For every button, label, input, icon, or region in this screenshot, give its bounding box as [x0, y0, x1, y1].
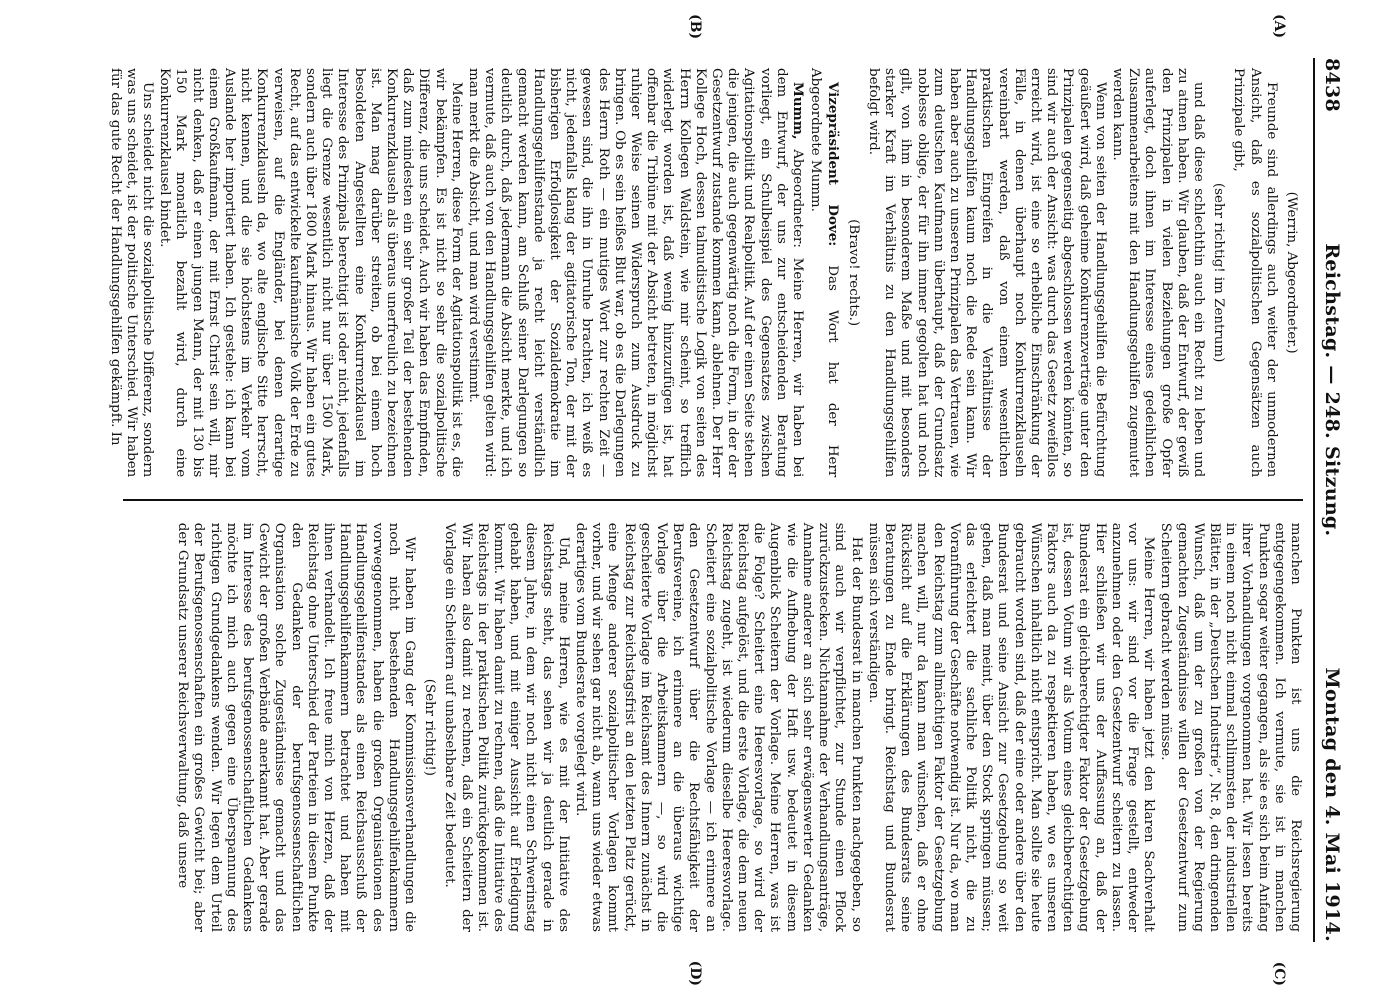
- right-column: [123, 501, 1303, 986]
- paragraph: Uns scheidet nicht die sozialpolitische Differenz, sondern was uns scheidet, ist der politische Unterschied. Wir haben für das gute Recht der Handlungsgehilfen gekämpft. In: [107, 68, 155, 478]
- paragraph: und daß diese schlechthin auch ein Recht zu leben und zu atmen haben. Wir glauben, daß der Entwurf, der gewiß den Prinzipalen in vielen Beziehungen große Opfer auferlegt, doch ihnen im Interesse eines gedeihlichen Zusammenarbeitens mit den Handlungsgehilfen zugemutet werden kann.: [1109, 68, 1206, 478]
- margin-letter-a: (A): [1271, 14, 1287, 39]
- margin-letter-d: (D): [687, 960, 703, 986]
- left-column: [107, 14, 1303, 499]
- text-columns: [107, 14, 1303, 986]
- session-title: Reichstag. — 248. Sitzung.: [1321, 243, 1343, 537]
- margin-letter-c: (C): [1271, 961, 1287, 986]
- paragraph: Meine Herren, diese Form der Agitationspolitik ist es, die wir bekämpfen. Es ist nicht so sehr die sozialpolitische Differenz, die uns scheidet. Auch wir haben das Empfinden, daß zum mindesten ein sehr großer Teil der bestehenden Konkurrenzklauseln als überaus unerfreulich zu bezeichnen ist. Man mag darüber streiten, ob bei einem hoch besoldeten Angestellten eine Konkurrenzklausel im Interesse des Prinzipals berechtigt ist oder nicht, jedenfalls liegt die Grenze wesentlich nicht nur über 1500 Mark, sondern auch über 1800 Mark hinaus. Wir haben ein gutes Recht, auf das entwickelte kaufmännische Volk der Erde zu verweisen, auf die Engländer, bei denen derartige Konkurrenzklauseln da, wo alte englische Sitte herrscht, nicht kennen, und die sie höchstens im Verkehr vom Auslande her importiert haben. Ich gestehe: ich kann bei einem Großkaufmann, der mit Ernst Christ sein will, mir nicht denken, daß er einen jungen Mann, der mit 130 bis 150 Mark monatlich bezahlt wird, durch eine Konkurrenzklausel bindet.: [157, 68, 464, 478]
- speaker-name: Mumm,: [790, 82, 807, 140]
- paragraph: manchen Punkten ist uns die Reichsregierung entgegengekommen. Ich vermute, sie ist in manchen Punkten sogar weiter gegangen, als sie es sich beim Anfang ihrer Vorhandlungen vorgenommen hat. Wir lesen bereits in einem noch nicht einmal schlimmsten der industriellen Blätter, in der „Deutschen Industrie“, Nr. 8, den dringenden Wunsch, daß um der zu großen von der Regierung gemachten Zugeständnisse willen der Gesetzentwurf zum Scheitern gebracht werden müsse.: [1158, 522, 1303, 932]
- paragraph: Und, meine Herren, wie es mit der Initiative des Reichstags steht, das sehen wir ja deutlich gerade in diesem Jahre, in dem wir noch nicht einen Schwerinstag gehabt haben, und mit einiger Aussicht auf Erledigung kommt. Wir haben damit zu rechnen, daß die Initiative des Reichstags in der praktischen Politik zurückgekommen ist. Wir haben also damit zu rechnen, daß ein Scheitern der Vorlage ein Scheitern auf unabsehbare Zeit bedeutet.: [442, 522, 571, 932]
- paragraph: Hat der Bundesrat in manchen Punkten nachgegeben, so sind auch wir verpflichtet, zur Stunde einen Pflock zurückzustecken. Nichtannahme der Verhandlungsanträge, Annahme anderer an sich sehr erwägenswerter Gedanken wie die Aufhebung der Haft usw. bedeutet in diesem Augenblick Scheitern der Vorlage. Meine Herren, was ist die Folge? Scheitert eine Heeresvorlage, so wird der Reichstag aufgelöst, und die erste Vorlage, die dem neuen Reichstag zugeht, ist wiederum dieselbe Heeresvorlage. Scheitert eine sozialpolitische Vorlage — ich erinnere an den Gesetzentwurf über die Rechtsfähigkeit der Berufsvereine, ich erinnere an die überaus wichtige Vorlage über die Arbeitskammern —, so wird die gescheiterte Vorlage im Reichsamt des Innern zunächst in Reichstag zur Reichstagsfrist an den letzten Platz gerückt, eine Menge anderer sozialpolitischer Vorlagen kommt vorher, und wir sehen gar nicht ab, wann uns wieder etwas derartiges vom Bundesrate vorgelegt wird.: [573, 522, 864, 932]
- speaker-name: Vizepräsident Dove:: [824, 82, 841, 247]
- paragraph: Freunde sind allerdings auch weiter der unmodernen Ansicht, daß es sozialpolitischen Gegensätzen auch Prinzipale gibt,: [1231, 68, 1279, 478]
- interjection: (Bravo! rechts.): [845, 219, 861, 327]
- paragraph: [465, 68, 806, 477]
- page-number: 8438: [1321, 58, 1343, 113]
- session-date: Montag den 4. Mai 1914.: [1321, 667, 1343, 942]
- paragraph: Wir haben im Gang der Kommissionsverhandlungen die noch nicht bestehenden Handlungsgehilfenkammern vorweggenommen, haben die großen Organisationen des Handlungsgehilfenstandes als einen Reichsausschuß der Handlungsgehilfenkammern betrachtet und haben mit ihnen verhandelt. Ich freue mich von Herzen, daß der Reichstag ohne Unterschied der Parteien in diesem Punkte den Gedanken der berufsgenossenschaftlichen Organisation solche Zugeständnisse gemacht und das Gewicht der großen Verbände anerkannt hat. Aber gerade im Interesse des berufsgenossenschaftlichen Gedankens möchte ich mich auch gegen eine Überspannung des richtigen Grundgedankens wenden. Wir legen dem Urteil der Berufsgenossenschaften ein großes Gewicht bei; aber der Grundsatz unserer Reichsverwaltung, daß unsere: [175, 522, 418, 932]
- interjection: (Sehr richtig!): [422, 678, 438, 776]
- speech-text: Das Wort hat der Herr Abgeordnete Mumm.: [808, 68, 840, 478]
- paragraph: [807, 68, 840, 477]
- paragraph: Meine Herren, wir haben jetzt den klaren Sachverhalt vor uns: wir sind vor die Frage gestellt, entweder anzunehmen oder den Gesetzentwurf scheitern zu lassen. Hier schließen wir uns der Auffassung an, daß der Bundesrat ein gleichberechtigter Faktor der Gesetzgebung ist, dessen Votum wir als Votum eines gleichberechtigten Faktors auch da zu respektieren haben, wo es unseren Wünschen inhaltlich nicht entspricht. Man sollte sie heute gebraucht worden sind, daß der eine oder andere über den Bundesrat und seine Ansicht zur Gesetzgebung so weit gehen, daß man meint, über den Stock springen müssen; das erleichtert die sachliche Politik nicht, die zu Voranführung der Geschäfte notwendig ist. Nur da, wo man den Reichstag zum allmächtigen Faktor der Gesetzgebung machen will, nur da kann man wünschen, daß er ohne Rücksicht auf die Erklärungen des Bundesrats seine Beratungen zu Ende bringt. Reichstag und Bundesrat müssen sich verständigen.: [865, 522, 1157, 932]
- margin-letter-b: (B): [687, 14, 703, 40]
- page-header: [1313, 58, 1343, 942]
- interjection: (sehr richtig! im Zentrum): [1211, 182, 1227, 363]
- interjection: (Werrin, Abgeordneter.): [1284, 191, 1299, 354]
- paragraph: Wenn von seiten der Handlungsgehilfen die Befürchtung geäußert wird, daß geheime Konkurrenzverträge unter den Prinzipalen gegenseitig abgeschlossen werden könnten, so sind wir auch der Ansicht: was durch das Gesetz zweifellos erreicht wird, ist eine so erhebliche Einschränkung der Fälle, in denen überhaupt noch Konkurrenzklauseln vereinbart werden, daß von einem wesentlichen praktischen Eingreifen in die Verhältnisse der Handlungsgehilfen kaum noch die Rede sein kann. Wir haben aber auch zu unseren Prinzipalen das Vertrauen, wie zum deutschen Kaufmann überhaupt, daß der Grundsatz noblesse oblige, der für ihn immer gegolten hat und noch gilt, von ihm in besonderem Maße und mit besonders starker Kraft im Verhältnis zu den Handlungsgehilfen befolgt wird.: [865, 68, 1108, 478]
- speech-text: Abgeordneter: Meine Herren, wir haben bei dem Entwurf, der uns zur entscheidenden Beratung vorliegt, ein Schulbeispiel des Gegensatzes zwischen Agitationspolitik und Realpolitik. Auf der einen Seite stehen die jenigen, die auch gegenwärtig noch die Form, in der der Gesetzentwurf zustande kommen kann, ablehnen. Der Herr Kollege Hoch, dessen talmudistische Logik von seiten des Herrn Kollegen Waldstein, wie mir scheint, so trefflich widerlegt worden ist, daß wenig hinzuzufügen ist, hat offenbar die Tribüne mit der Absicht betreten, in möglichst ruhiger Weise seinen Widerspruch zum Ausdruck zu bringen. Ob es sein heißes Blut war, ob es die Darlegungen des Herrn Roth — ein mutiges Wort zur rechten Zeit — gewesen sind, die ihn in Unruhe brachten, ich weiß es nicht, jedenfalls klang der agitatorische Ton, der mit der bisherigen Erfolglosigkeit der Sozialdemokratie im Handlungsgehilfenstande ja recht leicht verständlich gemacht werden kann, am Schluß seiner Darlegungen so deutlich durch, daß jedermann die Absicht merkte, und ich vermute, daß auch von den Handlungsgehilfen gelten wird: man merkt die Absicht, und man wird verstimmt.: [466, 68, 806, 478]
